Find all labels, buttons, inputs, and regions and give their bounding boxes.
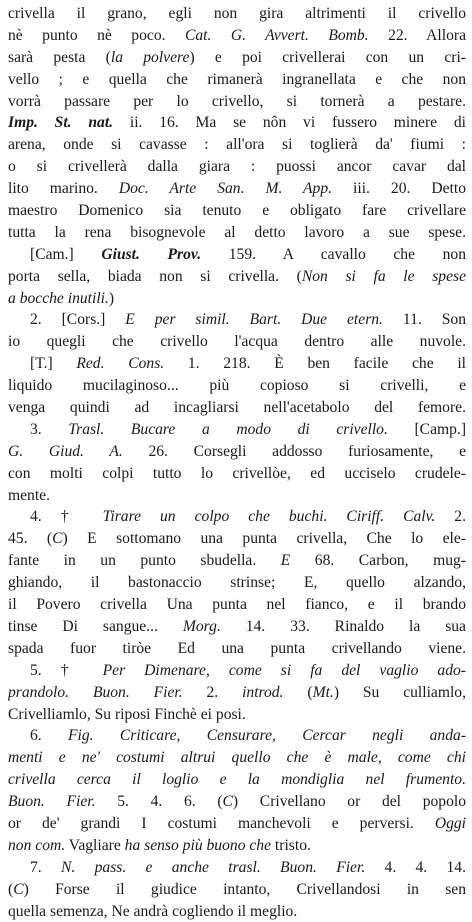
text-line: non com. Vagliare ha senso più buono che tristo. (8, 836, 311, 854)
text-line: a bocche inutili.) (8, 289, 115, 307)
text-line: 4. † Tirare un colpo che buchi. Ciriff. Calv. 2. (30, 508, 466, 526)
text-line: 5. † Per Dimenare, come si fa del vaglio ado- (30, 661, 466, 679)
text-line: fante in un punto sbudella. E 68. Carbon, mug- (8, 552, 466, 570)
text-line: maestro Domenico sia tenuto e obligato fare crivellare (8, 202, 466, 220)
text-line: prandolo. Buon. Fier. 2. introd. (Mt.) Su culliamlo, (8, 683, 466, 701)
text-line: 6. Fig. Criticare, Censurare, Cercar negli anda- (30, 727, 466, 745)
text-line: mente. (8, 486, 50, 504)
text-line: G. Giud. A. 26. Corsegli addosso furiosamente, e (8, 442, 466, 460)
text-line: crivella il grano, egli non gira altrimenti il crivello (8, 5, 466, 22)
text-line: il Povero crivella Una punta nel fianco, e il brando (8, 596, 466, 614)
text-line: ghiando, il bastonaccio strinse; E, quello alzando, (8, 574, 466, 592)
text-line: Imp. St. nat. ii. 16. Ma se nôn vi fussero minere di (8, 114, 466, 132)
text-line: lito marino. Doc. Arte San. M. App. iii. 20. Detto (8, 180, 466, 198)
text-line: sarà pesta (la polvere) e poi crivellerai con un cri- (8, 48, 466, 66)
text-line: [T.] Red. Cons. 1. 218. È ben facile che il (30, 355, 466, 373)
text-line: liquido mucilaginoso... più copioso si crivelli, e (8, 377, 466, 395)
text-line: 2. [Cors.] E per simil. Bart. Due etern. 11. Son (30, 311, 466, 329)
text-line: Crivelliamlo, Su riposi Finchè ei posi. (8, 705, 246, 723)
text-line: io quegli che crivello l'acqua dentro alle nuvole. (8, 333, 466, 351)
text-line: quella semenza, Ne andrà cogliendo il meglio. (8, 902, 298, 920)
text-line: Buon. Fier. 5. 4. 6. (C) Crivellano or del popolo (8, 793, 466, 811)
text-line: menti e ne' costumi altrui quello che è male, come chi (8, 749, 466, 767)
text-line: 3. Trasl. Bucare a modo di crivello. [Camp.] (30, 420, 466, 438)
text-line: or de' grandi I costumi manchevoli e perversi. Oggi (8, 814, 466, 832)
text-line: vello ; e quella che rimanerà ingranellata e che non (8, 70, 466, 88)
text-line: crivella cerca il loglio e la mondiglia nel frumento. (8, 771, 466, 789)
text-line: venga quindi ad incagliarsi nell'acetabolo del femore. (8, 399, 466, 417)
text-line: [Cam.] Giust. Prov. 159. A cavallo che non (30, 245, 466, 263)
text-line: spada fuor tiròe Ed una punta crivellando viene. (8, 639, 466, 657)
text-line: (C) Forse il giudice intanto, Crivellandosi in sen (8, 880, 466, 898)
text-line: con molti colpi tutto lo crivellòe, ed ucciselo crudele- (8, 464, 466, 482)
text-line: vorrà passare per lo crivello, si tornerà a pestare. (8, 92, 466, 110)
text-line: 45. (C) E sottomano una punta crivella, Che lo ele- (8, 530, 466, 548)
text-line: o si crivellerà dalla giara : puossi ancor cavar dal (8, 158, 466, 176)
text-line: nè punto nè poco. Cat. G. Avvert. Bomb. 22. Allora (8, 26, 466, 44)
text-line: 7. N. pass. e anche trasl. Buon. Fier. 4. 4. 14. (30, 858, 466, 876)
text-line: arena, onde si cavasse : all'ora si toglierà da' fiumi : (8, 136, 466, 154)
text-line: tinse Di sangue... Morg. 14. 33. Rinaldo la sua (8, 617, 466, 635)
text-line: tutta la rena bisognevole al detto lavoro a sue spese. (8, 223, 466, 241)
text-line: porta sella, biada non si crivella. (Non si fa le spese (8, 267, 466, 285)
